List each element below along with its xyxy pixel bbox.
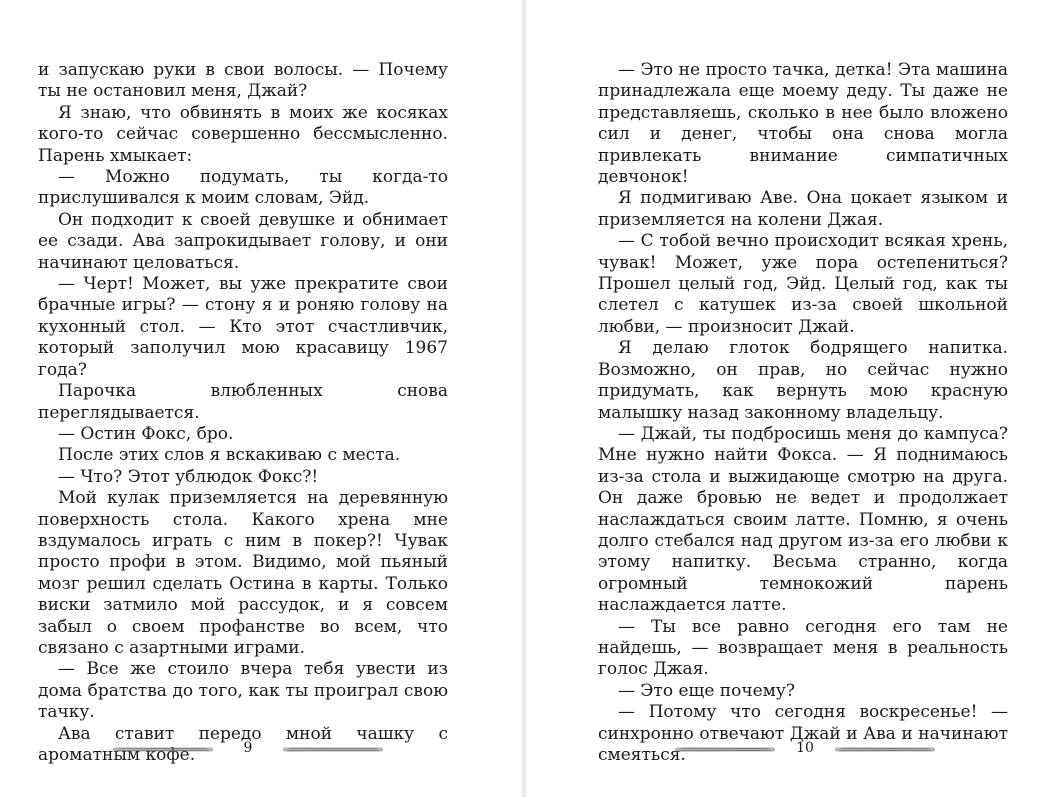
paragraph: Мой кулак приземляется на деревянную поверхность стола. Какого хрена мне вздумалось играть с ним в покер?! Чувак просто профи в этом. Видимо, мой пьяный мозг решил сделать Остина в карты. Только виски затмило мой рассудок, и я совсем забыл о своем профанстве во всем, что связано с азартными играми. bbox=[38, 488, 448, 658]
paragraph: — Это еще почему? bbox=[618, 680, 795, 701]
right-page bbox=[598, 60, 1008, 765]
paragraph: Я подмигиваю Аве. Она цокает языком и приземляется на колени Джая. bbox=[598, 188, 1008, 230]
page-number: 9 bbox=[243, 740, 253, 756]
brush-stroke-ornament-icon bbox=[835, 746, 935, 753]
paragraph: Парочка влюбленных снова переглядывается. bbox=[38, 381, 448, 423]
paragraph: Я делаю глоток бодрящего напитка. Возможно, он прав, но сейчас нужно придумать, как вернуть мою красную малышку назад законному владельцу. bbox=[598, 338, 1008, 423]
paragraph: — Что? Этот ублюдок Фокс?! bbox=[58, 466, 319, 487]
brush-stroke-ornament-icon bbox=[283, 746, 383, 753]
paragraph: — Джай, ты подбросишь меня до кампуса? Мне нужно найти Фокса. — Я поднимаюсь из-за стола и выжидающе смотрю на друга. Он даже бровью не ведет и продолжает наслаждаться своим латте. Помню, я очень долго стебался над другом из-за его любви к этому напитку. Весьма странно, когда огромный темнокожий парень наслаждается латте. bbox=[598, 423, 1008, 616]
right-page-footer bbox=[675, 738, 935, 758]
paragraph: — Остин Фокс, бро. bbox=[58, 423, 234, 444]
paragraph: — Черт! Может, вы уже прекратите свои брачные игры? — стону я и роняю голову на кухонный стол. — Кто этот счастливчик, который заполучил мою красавицу 1967 года? bbox=[38, 274, 448, 380]
left-page bbox=[38, 60, 448, 765]
paragraph: После этих слов я вскакиваю с места. bbox=[58, 445, 401, 466]
paragraph: — Можно подумать, ты когда-то прислушивался к моим словам, Эйд. bbox=[38, 167, 448, 209]
paragraph: — Потому что сегодня воскресенье! — синхронно отвечают Джай и Ава и начинают смеяться. bbox=[598, 702, 1008, 765]
paragraph: — С тобой вечно происходит всякая хрень, чувак! Может, уже пора остепениться? Прошел целый год, Эйд. Целый год, как ты слетел с катушек из-за своей школьной любви, — произносит Джай. bbox=[598, 231, 1008, 337]
paragraph: Он подходит к своей девушке и обнимает ее сзади. Ава запрокидывает голову, и они начинают целоваться. bbox=[38, 209, 448, 273]
paragraph: — Все же стоило вчера тебя увести из дома братства до того, как ты проиграл свою тачку. bbox=[38, 659, 448, 723]
book-gutter bbox=[520, 0, 528, 797]
paragraph: и запускаю руки в свои волосы. — Почему ты не остановил меня, Джай? bbox=[38, 60, 448, 102]
page-number: 10 bbox=[796, 740, 814, 756]
right-page-text bbox=[598, 60, 1008, 766]
paragraph: Я знаю, что обвинять в моих же косяках кого-то сейчас совершенно бессмысленно. Парень хмыкает: bbox=[38, 102, 448, 166]
paragraph: — Ты все равно сегодня его там не найдешь, — возвращает меня в реальность голос Джая. bbox=[598, 616, 1008, 680]
left-page-footer bbox=[113, 738, 383, 758]
paragraph: — Это не просто тачка, детка! Эта машина принадлежала еще моему деду. Ты даже не представляешь, сколько в нее было вложено сил и денег, чтобы она снова могла привлекать внимание симпатичных девчонок! bbox=[598, 60, 1008, 188]
left-page-text bbox=[38, 60, 448, 766]
paragraph: Ава ставит передо мной чашку с ароматным кофе. bbox=[38, 723, 448, 765]
